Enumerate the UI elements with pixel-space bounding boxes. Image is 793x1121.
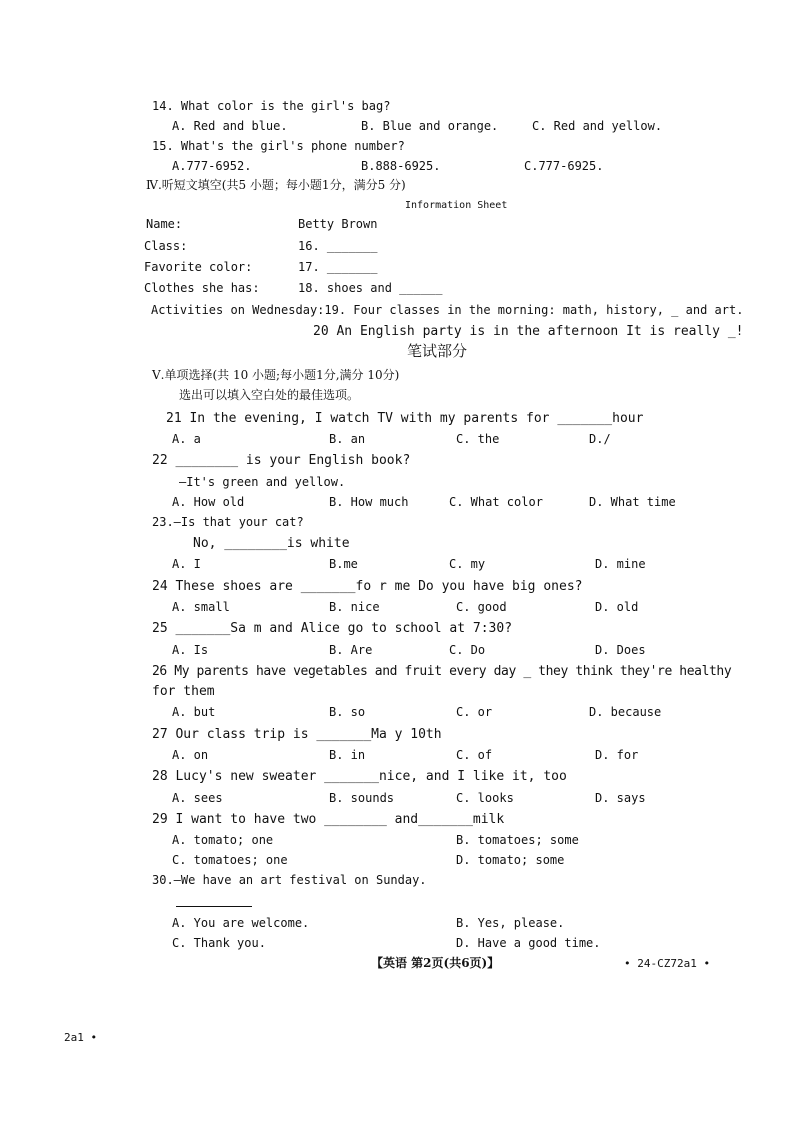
q27-option-c: C. of <box>456 748 493 762</box>
q21-option-d: D./ <box>589 432 611 446</box>
info-label-class: Class: <box>144 239 188 253</box>
q30-option-b: B. Yes, please. <box>456 916 565 930</box>
q14-stem: 14. What color is the girl's bag? <box>152 99 391 113</box>
info-label-color: Favorite color: <box>144 260 253 274</box>
q26-stem: 26 My parents have vegetables and fruit every day _ they think they're healthy <box>152 664 732 679</box>
footer-code: • 24-CZ72a1 • <box>624 957 711 970</box>
q26-option-c: C. or <box>456 705 493 719</box>
q14-option-c: C. Red and yellow. <box>532 119 663 133</box>
q30-stem: 30.—We have an art festival on Sunday. <box>152 873 427 887</box>
q22-stem: 22 ________ is your English book? <box>152 453 411 468</box>
q29-option-a: A. tomato; one <box>172 833 274 847</box>
info-value-name: Betty Brown <box>298 217 378 231</box>
q22-option-b: B. How much <box>329 495 409 509</box>
q28-option-a: A. sees <box>172 791 223 805</box>
q14-option-b: B. Blue and orange. <box>361 119 499 133</box>
info-value-class: 16. _______ <box>298 239 378 253</box>
q27-option-d: D. for <box>595 748 639 762</box>
q23-option-a: A. I <box>172 557 201 571</box>
section-5-instruction: 选出可以填入空白处的最佳选项。 <box>179 388 360 402</box>
q15-option-a: A.777-6952. <box>172 159 252 173</box>
q24-stem: 24 These shoes are _______fo r me Do you have big ones? <box>152 579 583 594</box>
info-q20: 20 An English party is in the afternoon It is really _! <box>313 324 744 339</box>
q28-option-c: C. looks <box>456 791 514 805</box>
section-4-title: Ⅳ.听短文填空(共5 小题；每小题1分，满分5 分) <box>146 178 406 192</box>
q26-option-a: A. but <box>172 705 216 719</box>
q29-option-c: C. tomatoes; one <box>172 853 288 867</box>
q27-option-b: B. in <box>329 748 366 762</box>
q29-option-b: B. tomatoes; some <box>456 833 579 847</box>
q27-option-a: A. on <box>172 748 209 762</box>
q29-option-d: D. tomato; some <box>456 853 565 867</box>
q21-option-b: B. an <box>329 432 366 446</box>
q22-option-a: A. How old <box>172 495 245 509</box>
q15-stem: 15. What's the girl's phone number? <box>152 139 405 153</box>
q15-option-c: C.777-6925. <box>524 159 604 173</box>
q21-option-a: A. a <box>172 432 201 446</box>
q25-option-d: D. Does <box>595 643 646 657</box>
q24-option-c: C. good <box>456 600 507 614</box>
q22-option-d: D. What time <box>589 495 676 509</box>
q23-option-b: B.me <box>329 557 358 571</box>
q24-option-a: A. small <box>172 600 230 614</box>
q28-option-d: D. says <box>595 791 646 805</box>
q21-option-c: C. the <box>456 432 500 446</box>
q28-stem: 28 Lucy's new sweater _______nice, and I like it, too <box>152 769 567 784</box>
info-activities: Activities on Wednesday:19. Four classes in the morning: math, history, _ and art. <box>151 303 744 317</box>
info-value-color: 17. _______ <box>298 260 378 274</box>
info-label-name: Name: <box>146 217 183 231</box>
q26-stem-continued: for them <box>152 684 215 699</box>
q25-option-a: A. Is <box>172 643 209 657</box>
q26-option-d: D. because <box>589 705 662 719</box>
q25-stem: 25 _______Sa m and Alice go to school at 7:30? <box>152 621 513 636</box>
section-5-title: Ⅴ.单项选择(共 10 小题;每小题1分,满分 10分) <box>152 368 400 382</box>
q23-stem: 23.—Is that your cat? <box>152 515 304 529</box>
q22-option-c: C. What color <box>449 495 543 509</box>
q30-option-c: C. Thank you. <box>172 936 266 950</box>
footer-page-label: 【英语 第2页(共6页)】 <box>371 956 500 970</box>
info-value-clothes: 18. shoes and ______ <box>298 281 443 295</box>
q24-option-d: D. old <box>595 600 639 614</box>
info-label-clothes: Clothes she has: <box>144 281 260 295</box>
q24-option-b: B. nice <box>329 600 380 614</box>
q29-stem: 29 I want to have two ________ and_______milk <box>152 812 505 827</box>
q23-option-c: C. my <box>449 557 486 571</box>
q25-option-b: B. Are <box>329 643 373 657</box>
q21-stem: 21 In the evening, I watch TV with my parents for _______hour <box>166 411 644 426</box>
q23-reply: No, ________is white <box>193 536 350 551</box>
q28-option-b: B. sounds <box>329 791 395 805</box>
q15-option-b: B.888-6925. <box>361 159 441 173</box>
q30-option-d: D. Have a good time. <box>456 936 601 950</box>
q23-option-d: D. mine <box>595 557 646 571</box>
q27-stem: 27 Our class trip is _______Ma y 10th <box>152 727 442 742</box>
q25-option-c: C. Do <box>449 643 486 657</box>
q26-option-b: B. so <box>329 705 366 719</box>
written-part-title: 笔试部分 <box>407 342 468 360</box>
information-sheet-title: Information Sheet <box>405 200 508 211</box>
q30-answer-blank <box>176 906 252 907</box>
q30-option-a: A. You are welcome. <box>172 916 310 930</box>
q22-reply: —It's green and yellow. <box>179 475 346 489</box>
corner-code: 2a1 • <box>64 1031 98 1044</box>
q14-option-a: A. Red and blue. <box>172 119 288 133</box>
